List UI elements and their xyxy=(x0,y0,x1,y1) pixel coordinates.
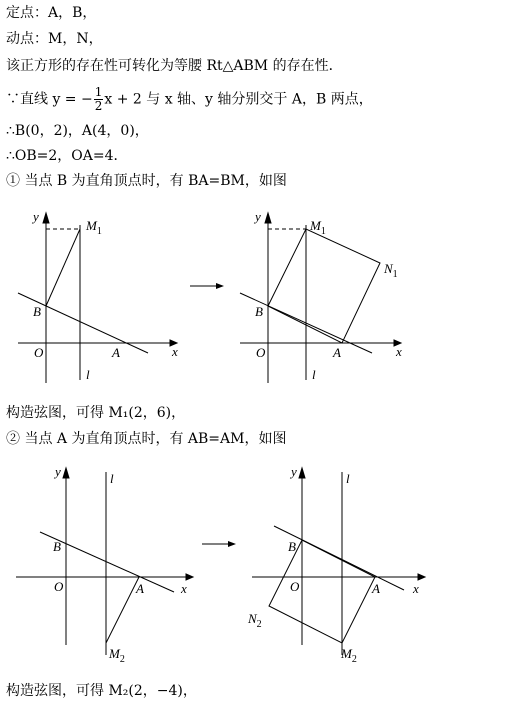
label-l: l xyxy=(110,471,114,486)
label-y: y xyxy=(55,464,61,479)
label-n: $N_1$ xyxy=(384,261,398,280)
segment-am xyxy=(106,577,139,643)
fraction-numerator: 1 xyxy=(94,85,103,99)
text-line-1: 定点：A，B， xyxy=(6,5,97,21)
label-a: A xyxy=(112,345,120,360)
label-l: l xyxy=(86,367,90,382)
label-m: $M_1$ xyxy=(86,218,102,237)
text-line-8: 构造弦图，可得 M₁(2，6)， xyxy=(6,405,186,421)
square-bamn xyxy=(269,540,375,643)
fraction-denominator: 2 xyxy=(94,99,103,113)
text-line-6: ∴OB=2，OA=4． xyxy=(6,148,128,164)
text-line-10: 构造弦图，可得 M₂(2，−4)， xyxy=(6,683,197,699)
text-line-7: ① 当点 B 为直角顶点时，有 BA=BM，如图 xyxy=(6,173,287,189)
segment-bm xyxy=(46,229,80,306)
label-m: $M_2$ xyxy=(341,646,357,665)
figure-case1-after xyxy=(222,205,432,390)
label-b: B xyxy=(255,304,263,319)
label-b: B xyxy=(288,539,296,554)
text-line-2: 动点：M，N， xyxy=(6,31,103,47)
label-m: $M_1$ xyxy=(310,218,326,237)
label-o: O xyxy=(54,579,64,594)
label-o: O xyxy=(290,579,300,594)
label-y: y xyxy=(33,209,39,224)
text-line-3: 该正方形的存在性可转化为等腰 Rt△ABM 的存在性． xyxy=(6,58,343,74)
line4-prefix: ∵直线 y = − xyxy=(6,91,93,108)
label-l: l xyxy=(312,367,316,382)
x-axis-arrow xyxy=(186,574,193,580)
line4-suffix: x + 2 与 x 轴、y 轴分别交于 A，B 两点， xyxy=(104,91,373,108)
label-b: B xyxy=(33,304,41,319)
label-m: $M_2$ xyxy=(109,646,125,665)
label-x: x xyxy=(413,581,419,596)
label-o: O xyxy=(256,345,266,360)
square-abmn xyxy=(268,229,380,343)
label-x: x xyxy=(396,344,402,359)
line-ab xyxy=(18,293,148,353)
label-y: y xyxy=(255,209,261,224)
y-axis-arrow xyxy=(63,468,69,478)
y-axis-arrow xyxy=(299,468,305,478)
text-line-5: ∴B(0，2)，A(4，0)， xyxy=(6,123,149,139)
y-axis-arrow xyxy=(43,213,49,223)
label-b: B xyxy=(53,539,61,554)
text-line-9: ② 当点 A 为直角顶点时，有 AB=AM，如图 xyxy=(6,431,287,447)
label-x: x xyxy=(172,344,178,359)
label-x: x xyxy=(181,581,187,596)
y-axis-arrow xyxy=(265,213,271,223)
x-axis-arrow xyxy=(418,574,425,580)
label-n: $N_2$ xyxy=(248,611,262,630)
figure-case1-before xyxy=(0,205,200,390)
right-arrow-icon xyxy=(200,538,240,550)
label-a: A xyxy=(372,581,380,596)
figure-case2-after xyxy=(238,460,448,670)
fraction-one-half xyxy=(94,86,104,113)
label-y: y xyxy=(291,464,297,479)
text-line-4 xyxy=(6,86,373,113)
label-l: l xyxy=(346,471,350,486)
label-a: A xyxy=(333,345,341,360)
label-o: O xyxy=(34,345,44,360)
figure-case2-before xyxy=(0,460,200,670)
label-a: A xyxy=(136,581,144,596)
